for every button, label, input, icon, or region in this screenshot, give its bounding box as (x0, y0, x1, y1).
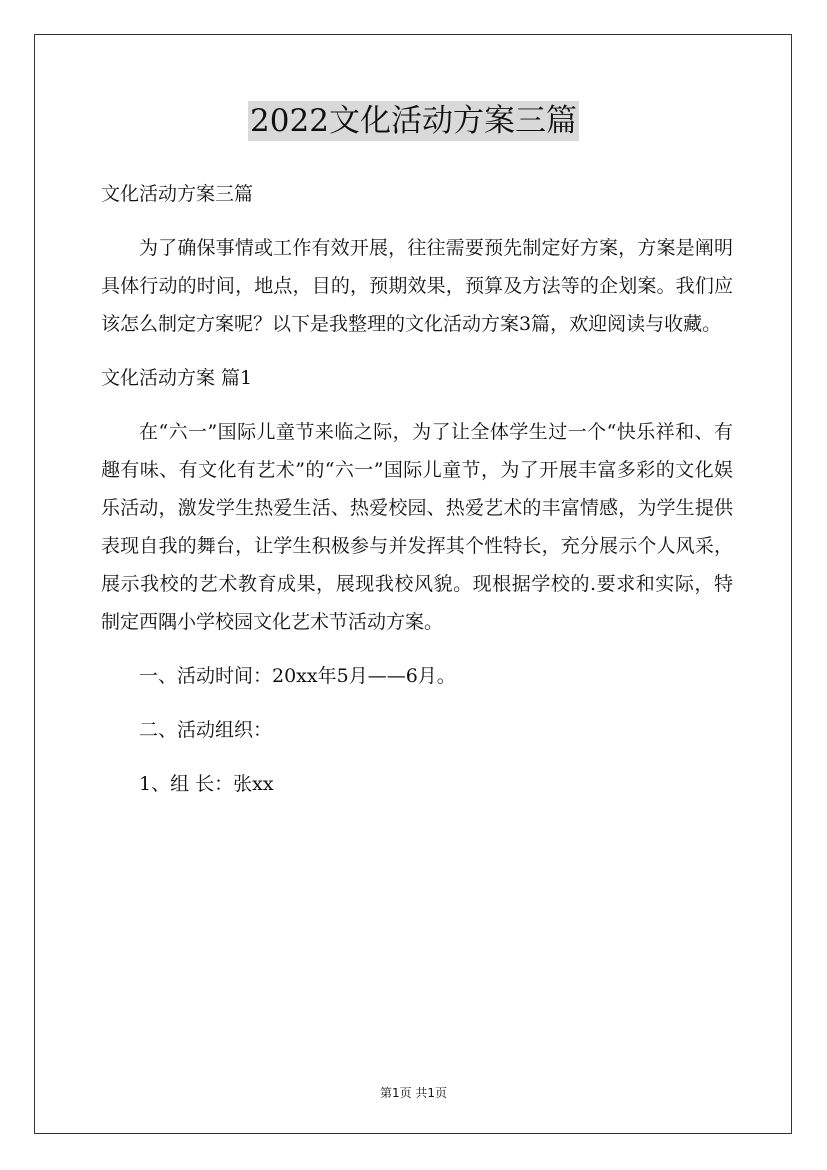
intro-heading: 文化活动方案三篇 (101, 183, 254, 205)
intro-paragraph: 为了确保事情或工作有效开展，往往需要预先制定好方案，方案是阐明具体行动的时间，地点，目的，预期效果，预算及方法等的企划案。我们应该怎么制定方案呢？以下是我整理的文化活动方案3篇，欢迎阅读与收藏。 (101, 237, 733, 335)
activity-organization: 二、活动组织： (139, 719, 273, 741)
document-body (101, 175, 733, 819)
page-footer: 第1页 共1页 (379, 1086, 448, 1100)
activity-time: 一、活动时间：20xx年5月——6月。 (139, 665, 456, 687)
section-heading: 文化活动方案 篇1 (101, 367, 253, 389)
section-paragraph: 在“六一”国际儿童节来临之际，为了让全体学生过一个“快乐祥和、有趣有味、有文化有艺术”的“六一”国际儿童节，为了开展丰富多彩的文化娱乐活动，激发学生热爱生活、热爱校园、热爱艺术的丰富情感，为学生提供表现自我的舞台，让学生积极参与并发挥其个性特长，充分展示个人风采，展示我校的艺术教育成果，展现我校风貌。现根据学校的.要求和实际，特制定西隅小学校园文化艺术节活动方案。 (101, 421, 733, 633)
document-title: 2022文化活动方案三篇 (250, 103, 577, 139)
document-title-wrap (0, 100, 827, 142)
group-leader: 1、组 长：张xx (139, 773, 274, 795)
